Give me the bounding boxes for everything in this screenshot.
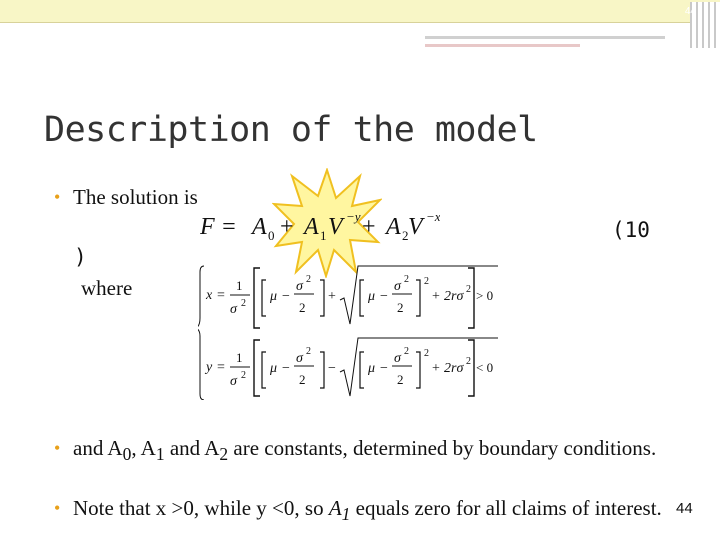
svg-text:μ: μ	[270, 361, 278, 376]
svg-text:σ: σ	[394, 279, 401, 294]
formula-a0: A	[252, 214, 267, 240]
where-label: where	[81, 276, 133, 300]
formula-a2-sub: 2	[402, 228, 409, 243]
bullet-dot-icon: •	[54, 187, 61, 207]
svg-text:σ: σ	[230, 302, 237, 317]
equation-number: (10	[612, 218, 650, 242]
svg-text:μ: μ	[368, 289, 376, 304]
svg-text:+: +	[328, 289, 336, 304]
formula-lhs: F =	[200, 214, 237, 240]
svg-text:μ: μ	[368, 361, 376, 376]
svg-text:1: 1	[236, 350, 243, 365]
formula-plus2: +	[362, 214, 376, 240]
svg-text:−: −	[328, 361, 336, 376]
decor-line-gray	[425, 36, 665, 39]
bullet-note-text: Note that x >0, while y <0, so $A_1$ equals zero for all claims of interest.	[73, 496, 662, 525]
svg-text:μ: μ	[270, 289, 278, 304]
bullet-note	[54, 494, 674, 528]
equation-number-close: )	[74, 245, 87, 269]
svg-text:2: 2	[397, 372, 404, 387]
svg-text:+: +	[432, 361, 440, 376]
slide-title: Description of the model	[44, 110, 538, 150]
svg-text:2: 2	[424, 348, 429, 359]
svg-text:2: 2	[241, 370, 246, 381]
svg-text:2: 2	[299, 300, 306, 315]
formula-a1: A	[304, 214, 319, 240]
formula-v2: V	[408, 214, 423, 240]
top-band	[0, 0, 720, 22]
svg-text:2: 2	[466, 284, 471, 295]
svg-text:y: y	[206, 360, 213, 375]
svg-text:2: 2	[404, 346, 409, 357]
top-slide-number: 44	[684, 6, 696, 17]
formula-v1-exp: −y	[346, 209, 361, 224]
svg-text:=: =	[217, 360, 225, 375]
svg-text:< 0: < 0	[476, 360, 494, 375]
formula-a1-sub: 1	[320, 228, 327, 243]
svg-text:−: −	[282, 289, 290, 304]
svg-text:2: 2	[466, 356, 471, 367]
svg-text:σ: σ	[296, 351, 303, 366]
formula-a2: A	[386, 214, 401, 240]
bullet-solution-text: The solution is	[73, 185, 198, 209]
svg-text:2: 2	[306, 346, 311, 357]
svg-text:σ: σ	[394, 351, 401, 366]
svg-text:2rσ: 2rσ	[444, 289, 464, 304]
svg-text:2: 2	[299, 372, 306, 387]
bullet-solution	[54, 183, 198, 211]
bullet-constants	[54, 434, 674, 468]
svg-text:1: 1	[236, 278, 243, 293]
formula-plus1: +	[280, 214, 294, 240]
svg-text:2: 2	[241, 298, 246, 309]
solution-formula	[200, 206, 440, 246]
svg-text:+: +	[432, 289, 440, 304]
svg-text:−: −	[282, 361, 290, 376]
bullet-dot-icon: •	[54, 498, 61, 518]
bullet-constants-text: and $A_0$, $A_1$ and $A_2$ are constants, determined by boundary conditions.	[73, 436, 657, 465]
xy-system	[198, 260, 498, 400]
svg-text:−: −	[380, 361, 388, 376]
svg-text:2rσ: 2rσ	[444, 361, 464, 376]
svg-text:2: 2	[404, 274, 409, 285]
svg-text:σ: σ	[296, 279, 303, 294]
bullet-dot-icon: •	[54, 438, 61, 458]
svg-text:σ: σ	[230, 374, 237, 389]
formula-v1: V	[328, 214, 343, 240]
svg-text:=: =	[217, 288, 225, 303]
top-band-line	[0, 22, 720, 23]
x-equation	[205, 266, 498, 328]
svg-text:2: 2	[397, 300, 404, 315]
svg-text:−: −	[380, 289, 388, 304]
svg-text:2: 2	[306, 274, 311, 285]
formula-a0-sub: 0	[268, 228, 275, 243]
decor-line-pink	[425, 44, 580, 47]
page-number: 44	[676, 500, 693, 517]
y-equation	[204, 338, 498, 396]
formula-v2-exp: −x	[426, 209, 440, 224]
svg-text:> 0: > 0	[476, 288, 494, 303]
svg-text:2: 2	[424, 276, 429, 287]
svg-text:x: x	[206, 288, 213, 303]
